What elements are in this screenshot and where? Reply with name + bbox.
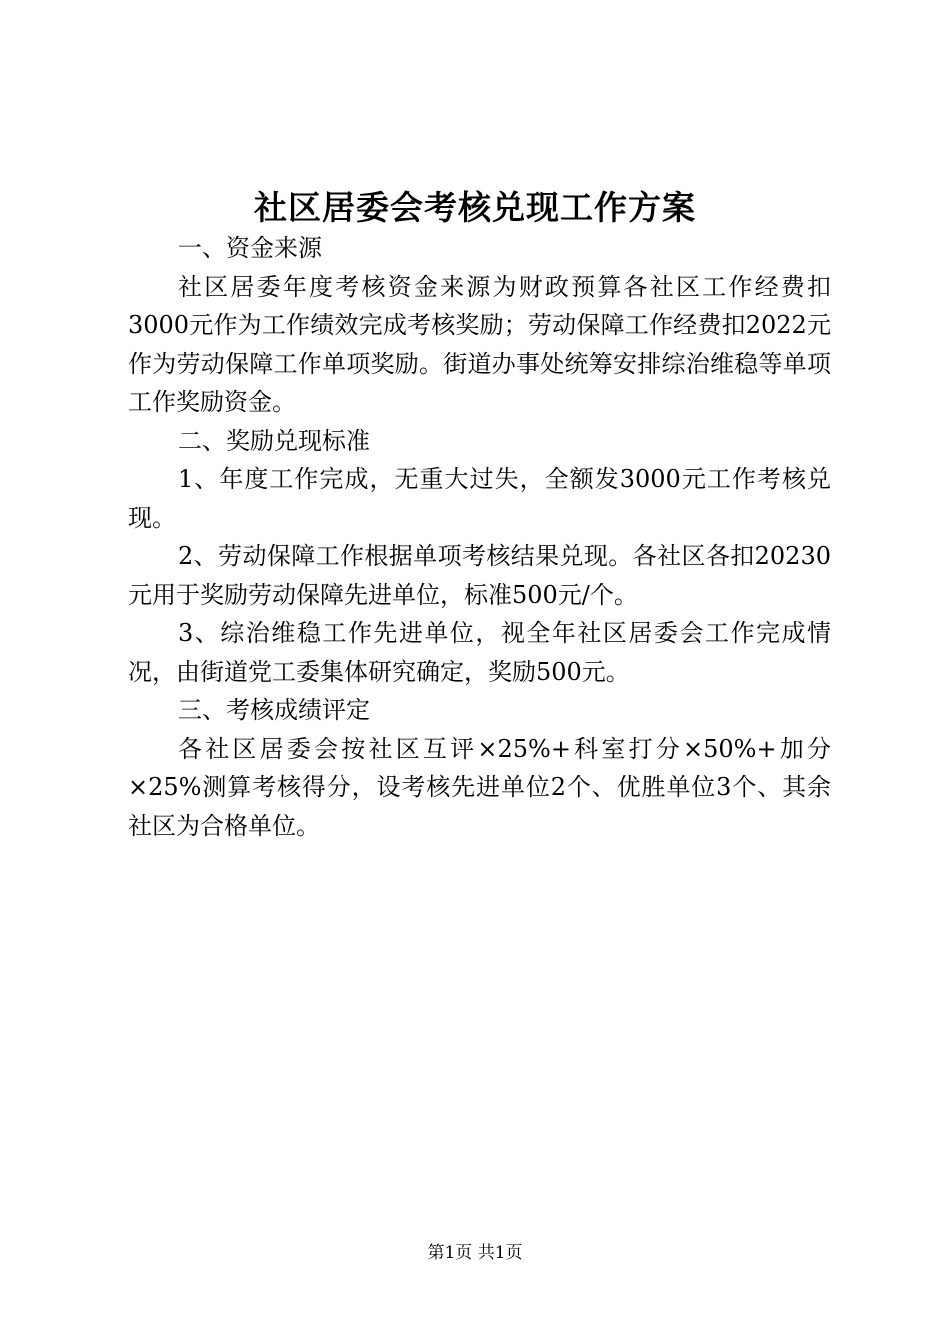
page-number-footer: 第1页 共1页 [427,1243,523,1263]
section-heading-funding-source: 一、资金来源 [178,234,322,262]
section-heading-reward-standard: 二、奖励兑现标准 [178,426,370,455]
paragraph-reward-item-1: 1、年度工作完成，无重大过失，全额发3000元工作考核兑现。 [128,465,831,532]
paragraph-funding-source: 社区居委年度考核资金来源为财政预算各社区工作经费扣3000元作为工作绩效完成考核奖励；劳动保障工作经费扣2022元作为劳动保障工作单项奖励。街道办事处统筹安排综治维稳等单项工作奖励资金。 [128,272,831,416]
document-title: 社区居委会考核兑现工作方案 [254,188,696,227]
paragraph-reward-item-3: 3、综治维稳工作先进单位，视全年社区居委会工作完成情况，由街道党工委集体研究确定，奖励500元。 [128,619,831,686]
paragraph-score-evaluation: 各社区居委会按社区互评×25%+科室打分×50%+加分×25%测算考核得分，设考核先进单位2个、优胜单位3个、其余社区为合格单位。 [128,734,831,840]
section-heading-score-evaluation: 三、考核成绩评定 [178,696,370,724]
paragraph-reward-item-2: 2、劳动保障工作根据单项考核结果兑现。各社区各扣20230元用于奖励劳动保障先进单位，标准500元/个。 [128,542,831,609]
document-body [128,229,831,845]
